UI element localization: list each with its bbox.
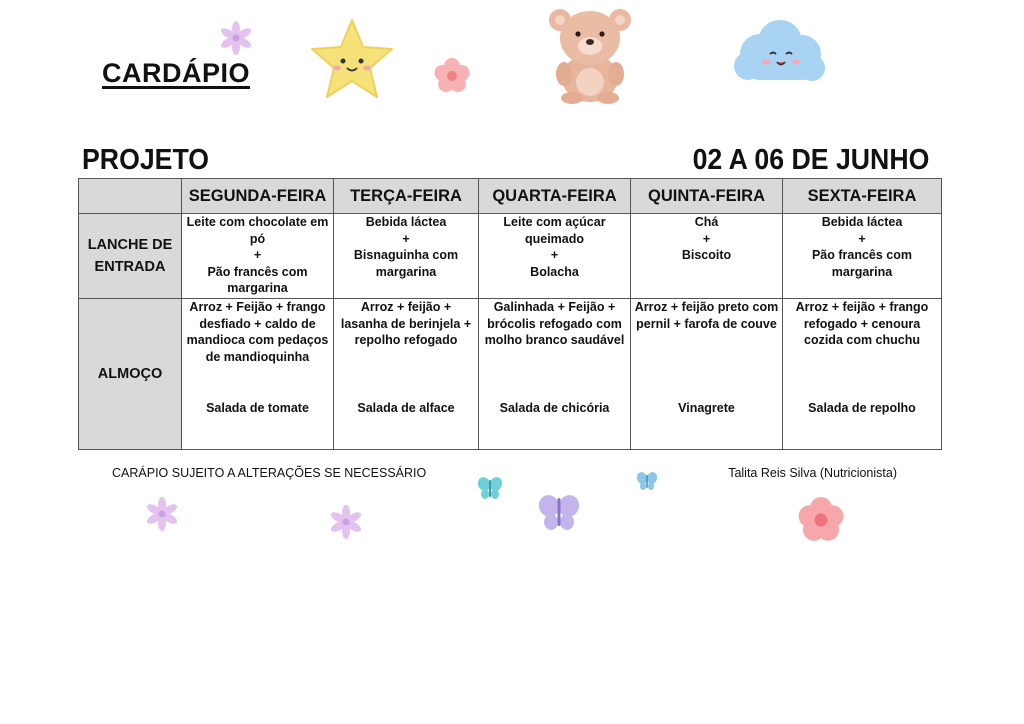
date-range-heading: 02 A 06 DE JUNHO	[692, 144, 929, 176]
menu-item-text: Arroz + feijão + frango	[795, 300, 929, 314]
snack-cell-friday	[783, 214, 942, 299]
butterfly-icon	[476, 474, 504, 502]
menu-item-text: margarina	[375, 264, 437, 279]
menu-item-text: molho branco saudável	[484, 333, 625, 347]
table-header-row	[79, 179, 942, 214]
lunch-cell-wednesday	[479, 299, 631, 450]
butterfly-icon	[636, 470, 658, 492]
disclaimer-note: CARÁPIO SUJEITO A ALTERAÇÕES SE NECESSÁRIO	[112, 466, 427, 480]
menu-item-text: +	[402, 231, 410, 246]
row-label-line: ENTRADA	[94, 259, 166, 275]
menu-item-text: Bolacha	[530, 264, 579, 279]
day-header-thursday: QUINTA-FEIRA	[631, 179, 783, 214]
row-label-line: LANCHE DE	[87, 237, 173, 253]
table-row	[79, 214, 942, 299]
row-label-snack	[79, 214, 182, 299]
salad-text: Salada de tomate	[206, 401, 309, 415]
menu-item-text: Arroz + Feijão + frango	[189, 300, 326, 314]
menu-item-text: Bisnaguinha com	[353, 248, 459, 262]
cloud-icon	[730, 14, 828, 86]
menu-item-text: +	[253, 248, 262, 262]
flower-icon	[430, 54, 474, 98]
menu-item-text: Pão francês com	[207, 264, 308, 279]
flower-icon	[328, 504, 364, 540]
menu-item-text: Arroz + feijão preto com	[634, 300, 779, 314]
page-title: CARDÁPIO	[102, 58, 251, 88]
salad-text: Vinagrete	[678, 401, 735, 415]
menu-item-text: Galinhada + Feijão +	[493, 300, 616, 314]
menu-item-text: Leite com chocolate em	[186, 215, 329, 229]
menu-item-text: cozida com chuchu	[804, 333, 920, 347]
nutritionist-signature: Talita Reis Silva (Nutricionista)	[728, 466, 897, 480]
lunch-cell-monday	[182, 299, 334, 450]
salad-text: Salada de repolho	[808, 401, 916, 415]
menu-item-text: Bebida láctea	[365, 215, 447, 229]
salad-text: Salada de alface	[357, 401, 455, 415]
menu-item-text: refogado + cenoura	[803, 316, 921, 331]
flower-icon	[218, 20, 254, 56]
menu-item-text: queimado	[524, 231, 585, 246]
menu-item-text: +	[550, 248, 559, 262]
day-header-monday: SEGUNDA-FEIRA	[182, 179, 334, 214]
menu-item-text: margarina	[831, 264, 893, 279]
menu-item-text: +	[858, 231, 866, 246]
day-header-tuesday: TERÇA-FEIRA	[334, 179, 479, 214]
teddy-bear-icon	[542, 4, 638, 104]
table-row	[79, 299, 942, 450]
table-corner-cell	[79, 179, 182, 214]
menu-item-text: pó	[249, 231, 266, 246]
lunch-cell-friday	[783, 299, 942, 450]
menu-item-text: Pão francês com	[811, 248, 913, 262]
menu-item-text: brócolis refogado com	[487, 316, 622, 331]
menu-table	[78, 178, 942, 450]
menu-item-text: margarina	[227, 281, 288, 295]
snack-cell-thursday	[631, 214, 783, 299]
lunch-cell-tuesday	[334, 299, 479, 450]
menu-item-text: desfiado + caldo de	[199, 316, 316, 331]
flower-icon	[144, 496, 180, 532]
snack-cell-wednesday	[479, 214, 631, 299]
star-icon	[306, 14, 398, 106]
project-heading: PROJETO	[82, 144, 210, 176]
menu-item-text: repolho refogado	[354, 333, 458, 347]
snack-cell-tuesday	[334, 214, 479, 299]
row-label-lunch: ALMOÇO	[79, 299, 182, 450]
lunch-cell-thursday	[631, 299, 783, 450]
menu-item-text: Biscoito	[681, 248, 732, 262]
butterfly-icon	[536, 490, 582, 534]
menu-item-text: Leite com açúcar	[503, 215, 606, 229]
day-header-friday: SEXTA-FEIRA	[783, 179, 942, 214]
menu-item-text: mandioca com pedaços	[186, 333, 329, 347]
menu-item-text: lasanha de berinjela +	[340, 316, 472, 331]
menu-item-text: Arroz + feijão +	[360, 300, 452, 314]
day-header-wednesday: QUARTA-FEIRA	[479, 179, 631, 214]
salad-text: Salada de chicória	[499, 401, 610, 415]
menu-item-text: +	[702, 231, 711, 246]
flower-icon	[792, 494, 850, 546]
menu-item-text: pernil + farofa de couve	[636, 316, 777, 331]
snack-cell-monday	[182, 214, 334, 299]
menu-item-text: Chá	[694, 215, 719, 229]
menu-item-text: de mandioquinha	[205, 349, 310, 364]
menu-item-text: Bebida láctea	[821, 215, 903, 229]
